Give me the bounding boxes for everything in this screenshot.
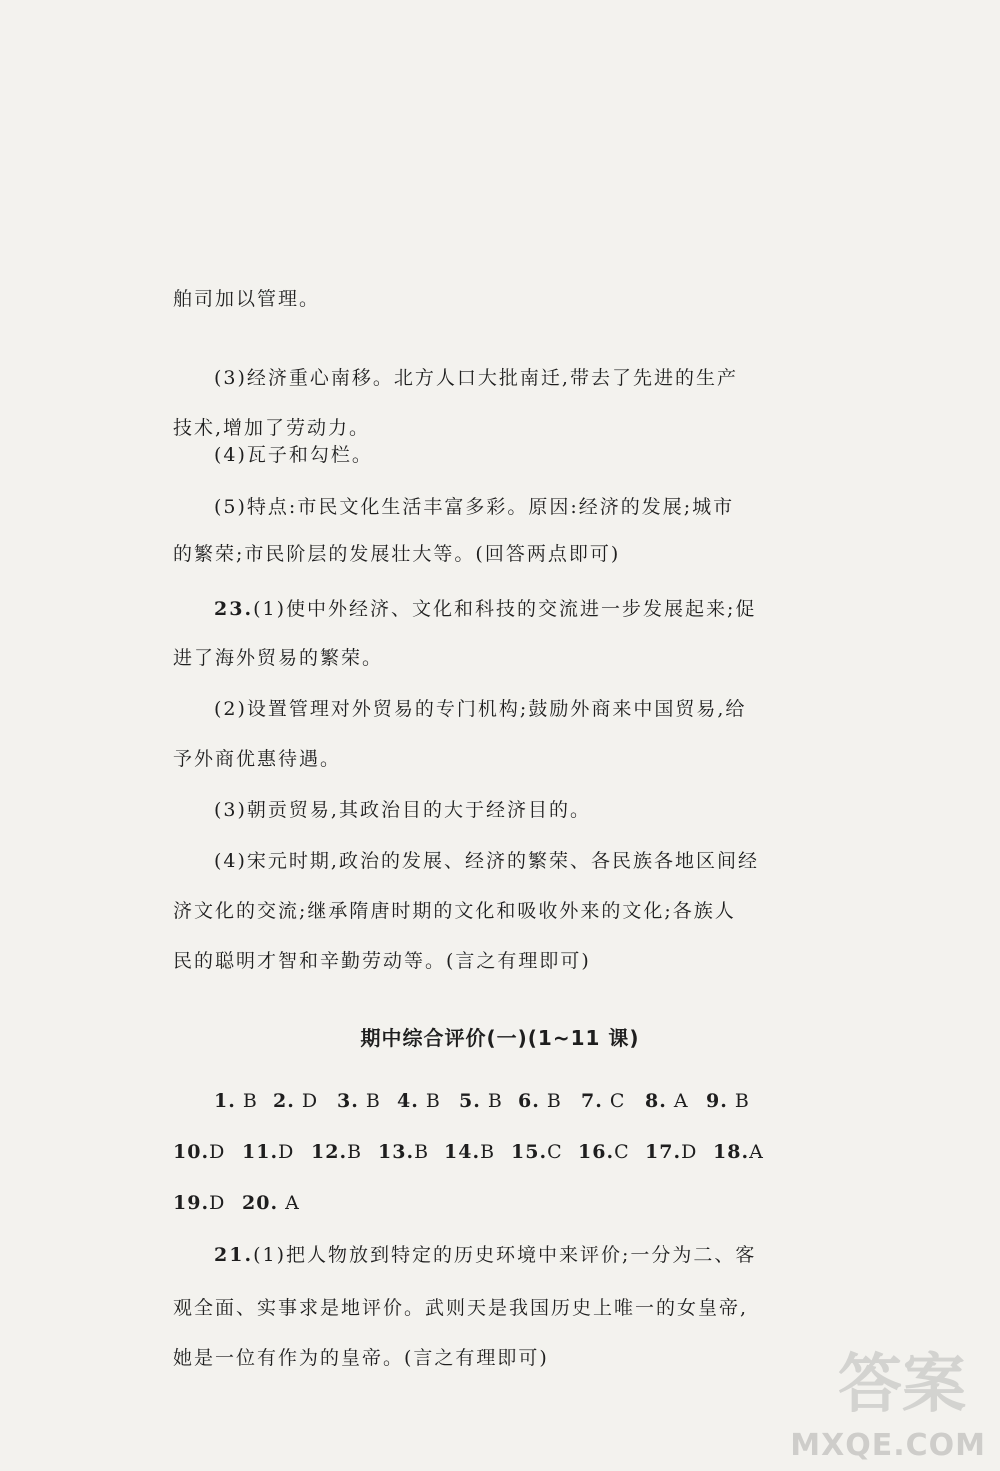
watermark-url: MXQE.COM	[790, 1428, 986, 1463]
answer-item: 13.B	[378, 1141, 430, 1163]
question-text: (1)把人物放到特定的历史环境中来评价;一分为二、客	[253, 1244, 757, 1266]
answer-item: 10.D	[173, 1141, 226, 1163]
answer-item: 6. B	[518, 1090, 562, 1112]
text-line: (5)特点:市民文化生活丰富多彩。原因:经济的发展;城市	[214, 496, 735, 518]
answer-item: 8. A	[645, 1090, 689, 1112]
answer-item: 20. A	[242, 1192, 300, 1214]
answer-item: 4. B	[397, 1090, 441, 1112]
question-number: 21.	[214, 1244, 254, 1266]
question-text: (1)使中外经济、文化和科技的交流进一步发展起来;促	[253, 598, 757, 620]
answer-item: 15.C	[511, 1141, 563, 1163]
answer-item: 18.A	[713, 1141, 764, 1163]
answer-item: 1. B	[214, 1090, 258, 1112]
text-line: 观全面、实事求是地评价。武则天是我国历史上唯一的女皇帝,	[173, 1297, 749, 1319]
text-line: 予外商优惠待遇。	[173, 748, 342, 770]
question-21	[214, 1242, 756, 1268]
text-line: 她是一位有作为的皇帝。(言之有理即可)	[173, 1347, 549, 1369]
answer-item: 19.D	[173, 1192, 226, 1214]
text-line: 舶司加以管理。	[173, 288, 321, 310]
text-line: 济文化的交流;继承隋唐时期的文化和吸收外来的文化;各族人	[173, 900, 736, 922]
text-line: (4)宋元时期,政治的发展、经济的繁荣、各民族各地区间经	[214, 850, 759, 872]
section-title: 期中综合评价(一)(1~11 课)	[360, 1026, 640, 1050]
text-line: (2)设置管理对外贸易的专门机构;鼓励外商来中国贸易,给	[214, 698, 747, 720]
answer-item: 3. B	[337, 1090, 381, 1112]
answer-item: 11.D	[242, 1141, 295, 1163]
answer-item: 12.B	[311, 1141, 363, 1163]
answer-item: 2. D	[273, 1090, 319, 1112]
text-line: 进了海外贸易的繁荣。	[173, 647, 384, 669]
answer-item: 5. B	[459, 1090, 503, 1112]
question-23	[214, 596, 756, 622]
answer-item: 7. C	[581, 1090, 626, 1112]
text-line: (4)瓦子和勾栏。	[214, 444, 373, 466]
answer-item: 17.D	[645, 1141, 698, 1163]
answer-item: 14.B	[444, 1141, 496, 1163]
watermark-logo: 答案	[838, 1348, 966, 1422]
text-line: 的繁荣;市民阶层的发展壮大等。(回答两点即可)	[173, 543, 621, 565]
answer-item: 16.C	[578, 1141, 630, 1163]
text-line: 技术,增加了劳动力。	[173, 417, 371, 439]
question-number: 23.	[214, 598, 254, 620]
answer-item: 9. B	[706, 1090, 750, 1112]
site-watermark	[696, 1333, 986, 1463]
text-line: 民的聪明才智和辛勤劳动等。(言之有理即可)	[173, 950, 591, 972]
text-line: (3)朝贡贸易,其政治目的大于经济目的。	[214, 799, 591, 821]
text-line: (3)经济重心南移。北方人口大批南迁,带去了先进的生产	[214, 367, 738, 389]
